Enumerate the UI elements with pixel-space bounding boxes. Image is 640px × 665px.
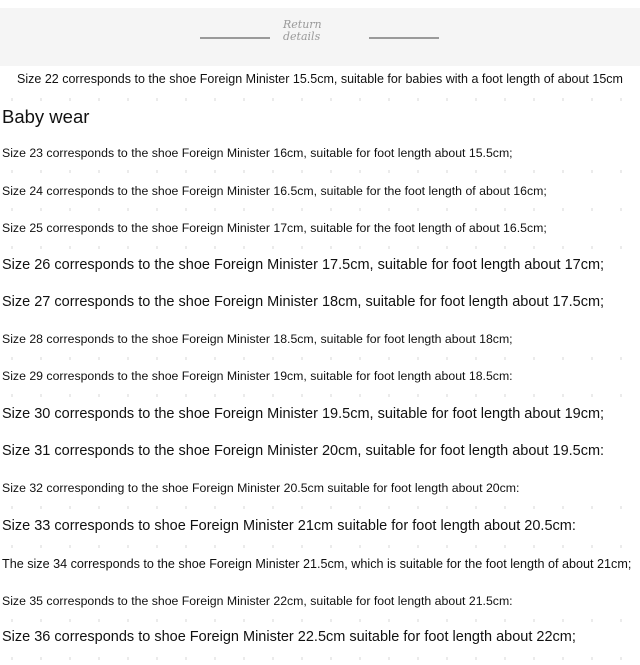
- texture-line: [0, 208, 640, 211]
- section-heading: Baby wear: [2, 106, 90, 127]
- size-row: Size 33 corresponds to shoe Foreign Minister 21cm suitable for foot length about 20.5cm:: [2, 518, 576, 534]
- texture-line: [0, 394, 640, 397]
- texture-line: [0, 170, 640, 173]
- size-row: Size 30 corresponds to the shoe Foreign Minister 19.5cm, suitable for foot length about 19cm;: [2, 406, 605, 422]
- header-divider-right: [369, 37, 439, 39]
- size-row: Size 36 corresponds to shoe Foreign Minister 22.5cm suitable for foot length about 22cm;: [2, 629, 576, 645]
- return-details-header: [0, 8, 640, 66]
- texture-line: [0, 506, 640, 509]
- texture-line: [0, 246, 640, 249]
- intro-text: Size 22 corresponds to the shoe Foreign Minister 15.5cm, suitable for babies with a foot length of about 15cm: [17, 72, 623, 86]
- size-row: Size 28 corresponds to the shoe Foreign Minister 18.5cm, suitable for foot length about 18cm;: [2, 332, 513, 346]
- texture-line: [0, 545, 640, 548]
- size-row: Size 24 corresponds to the shoe Foreign Minister 16.5cm, suitable for the foot length of about 16cm;: [2, 184, 547, 198]
- size-row: Size 29 corresponds to the shoe Foreign Minister 19cm, suitable for foot length about 18.5cm:: [2, 369, 513, 383]
- size-row: Size 31 corresponds to the shoe Foreign Minister 20cm, suitable for foot length about 19.5cm:: [2, 443, 605, 459]
- size-row: Size 35 corresponds to the shoe Foreign Minister 22cm, suitable for foot length about 21.5cm:: [2, 594, 513, 608]
- size-row: Size 25 corresponds to the shoe Foreign Minister 17cm, suitable for the foot length of about 16.5cm;: [2, 221, 547, 235]
- size-row: Size 23 corresponds to the shoe Foreign Minister 16cm, suitable for foot length about 15.5cm;: [2, 146, 513, 160]
- size-row: Size 26 corresponds to the shoe Foreign Minister 17.5cm, suitable for foot length about 17cm;: [2, 257, 605, 273]
- size-row: Size 32 corresponding to the shoe Foreign Minister 20.5cm suitable for foot length about 20cm:: [2, 481, 520, 495]
- size-row: Size 27 corresponds to the shoe Foreign Minister 18cm, suitable for foot length about 17.5cm;: [2, 294, 605, 310]
- texture-line: [0, 357, 640, 360]
- texture-line: [0, 619, 640, 622]
- header-title: [283, 19, 327, 43]
- header-divider-left: [200, 37, 270, 39]
- header-title-line1: Return: [283, 18, 322, 31]
- texture-line: [0, 98, 640, 101]
- size-row: The size 34 corresponds to the shoe Foreign Minister 21.5cm, which is suitable for the foot length of about 21cm;: [2, 557, 632, 571]
- texture-line: [0, 657, 640, 660]
- header-title-line2: details: [283, 30, 321, 43]
